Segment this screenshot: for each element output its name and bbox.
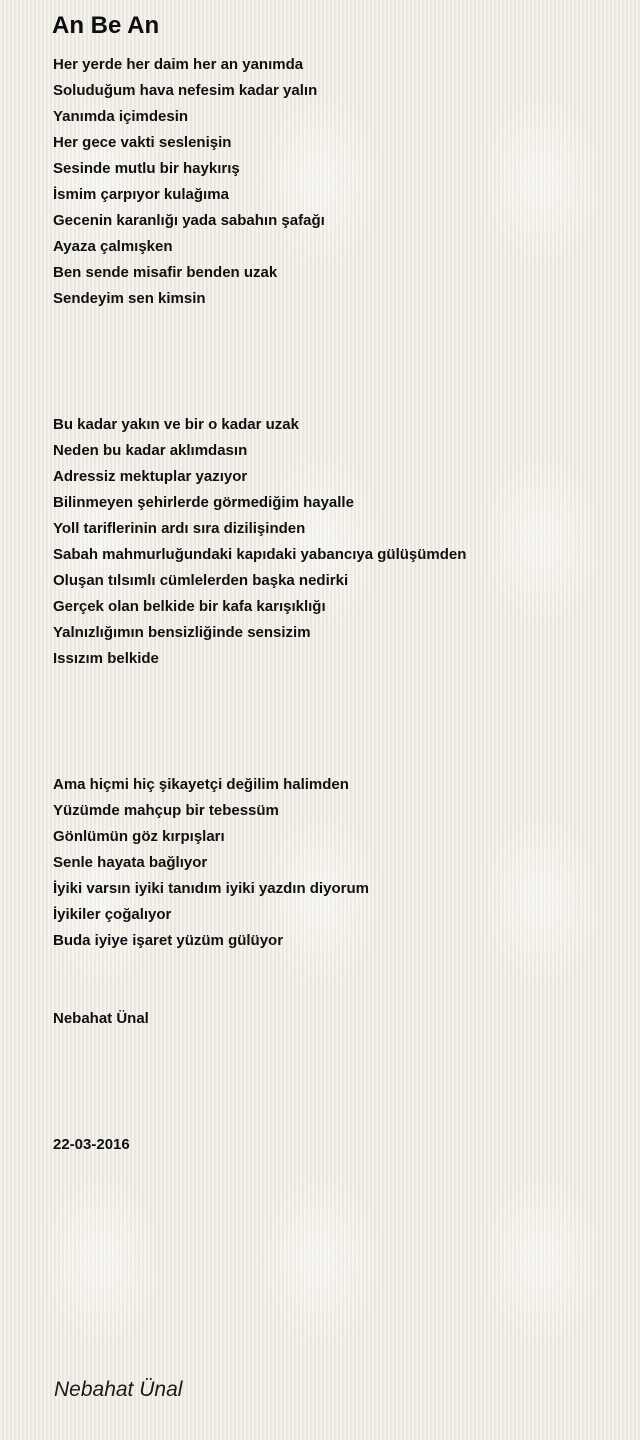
poem-line: Gecenin karanlığı yada sabahın şafağı [53,212,325,229]
poem-line: Senle hayata bağlıyor [53,854,208,871]
poem-line: İsmim çarpıyor kulağıma [53,186,229,203]
poem-line: Gönlümün göz kırpışları [53,828,225,845]
author-signature: Nebahat Ünal [54,1378,183,1401]
stanza-1 [53,52,623,312]
stanza-3 [53,772,623,954]
poem-line: İyikiler çoğalıyor [53,906,172,923]
poem-line: Yanımda içimdesin [53,108,189,125]
poem-line: Buda iyiye işaret yüzüm gülüyor [53,932,284,949]
poem-author: Nebahat Ünal [53,1010,149,1027]
poem-body [53,52,623,1158]
poem-line: Ben sende misafir benden uzak [53,264,278,281]
poem-line: Yalnızlığımın bensizliğinde sensizim [53,624,311,641]
poem-title: An Be An [52,12,160,39]
poem-line: Issızım belkide [53,650,159,667]
poem-line: Sabah mahmurluğundaki kapıdaki yabancıya gülüşümden [53,546,467,563]
poem-line: Oluşan tılsımlı cümlelerden başka nedirki [53,572,349,589]
poem-line: Gerçek olan belkide bir kafa karışıklığı [53,598,326,615]
poem-line: Bu kadar yakın ve bir o kadar uzak [53,416,299,433]
poem-line: Sesinde mutlu bir haykırış [53,160,240,177]
poem-line: Ayaza çalmışken [53,238,173,255]
poem-line: Her gece vakti seslenişin [53,134,232,151]
stanza-spacer [53,954,623,1006]
poem-line: Yüzümde mahçup bir tebessüm [53,802,279,819]
poem-line: Yoll tariflerinin ardı sıra dizilişinden [53,520,306,537]
poem-line: Adressiz mektuplar yazıyor [53,468,248,485]
stanza-spacer [53,672,623,772]
poem-line: Sendeyim sen kimsin [53,290,206,307]
poem-date: 22-03-2016 [53,1136,130,1153]
poem-line: Neden bu kadar aklımdasın [53,442,248,459]
stanza-spacer [53,1032,623,1132]
poem-line: Bilinmeyen şehirlerde görmediğim hayalle [53,494,354,511]
poem-line: İyiki varsın iyiki tanıdım iyiki yazdın diyorum [53,880,369,897]
stanza-spacer [53,312,623,412]
poem-line: Ama hiçmi hiç şikayetçi değilim halimden [53,776,349,793]
poem-line: Soluduğum hava nefesim kadar yalın [53,82,318,99]
poem-line: Her yerde her daim her an yanımda [53,56,304,73]
stanza-2 [53,412,623,672]
